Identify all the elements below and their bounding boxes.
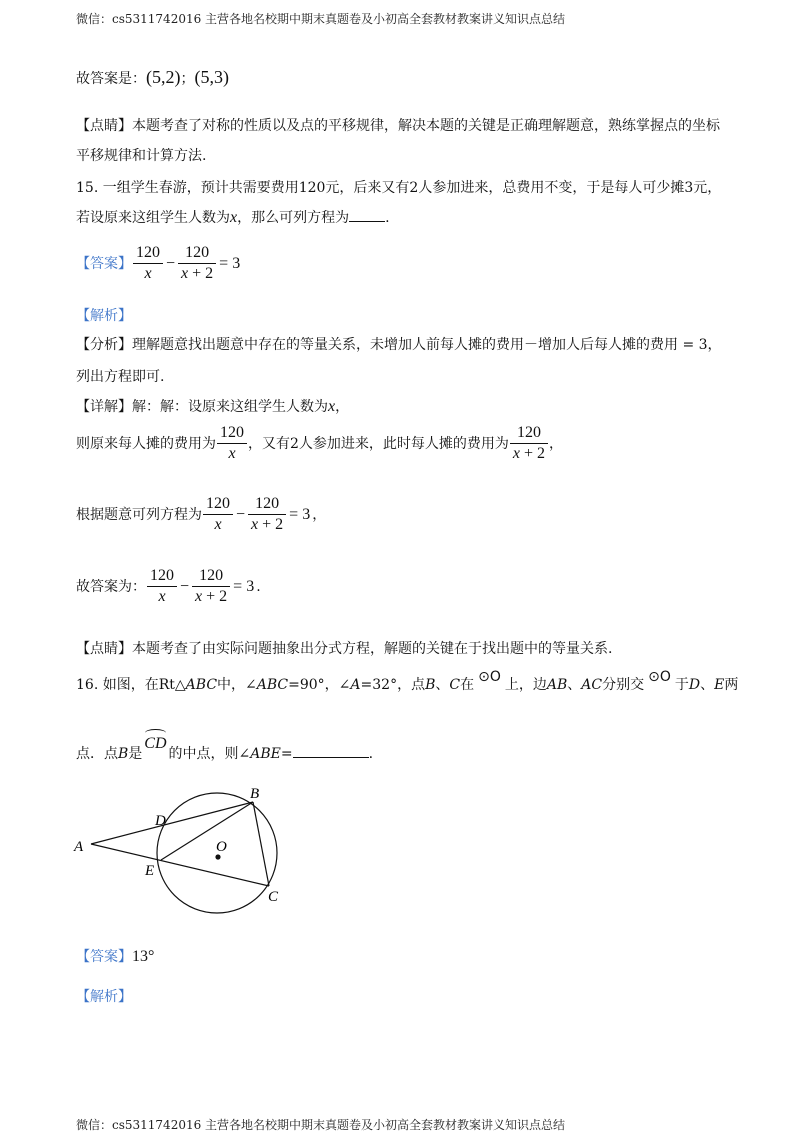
- center-point: [215, 854, 220, 859]
- var-abe: ABE: [250, 746, 281, 762]
- arc-cd: [144, 733, 166, 755]
- fenxi-text: 理解题意找出题意中存在的等量关系，未增加人前每人摊的费用－增加人后每人摊的费用 = 3，: [132, 337, 722, 353]
- label-d: D: [155, 813, 166, 829]
- q16-answer-line: [76, 946, 154, 968]
- var-x: x: [230, 209, 238, 226]
- var-ac: AC: [581, 677, 603, 693]
- answer-tag: 【答案】: [76, 949, 132, 965]
- fraction-120-over-x-plus-2: [178, 244, 216, 283]
- gu-text: 故答案为：: [76, 578, 146, 595]
- q16-text: 点．点: [76, 746, 118, 762]
- equals-3: = 3: [233, 577, 255, 595]
- label-a: A: [74, 839, 84, 855]
- q16-text: 16. 如图，在Rt△: [76, 677, 186, 693]
- q16-text: =: [280, 746, 293, 762]
- var-abc: ABC: [256, 677, 289, 693]
- q14-dianjing-line-2: 平移规律和计算方法.: [76, 148, 207, 164]
- q14-dianjing-line-1: [76, 115, 720, 137]
- fraction-120-over-x-plus-2: [248, 495, 286, 534]
- q16-text: =32°，点: [360, 677, 426, 693]
- q16-stem-line-1: [76, 669, 739, 696]
- q16-answer-value: 13°: [132, 948, 155, 965]
- geometry-figure: [60, 780, 320, 925]
- minus-sign: −: [166, 254, 176, 272]
- var-d: D: [688, 677, 701, 693]
- label-b: B: [250, 786, 260, 802]
- q16-text: 上，边: [504, 677, 547, 693]
- numerator: 120: [203, 495, 233, 515]
- numerator: 120: [192, 567, 230, 587]
- dianjing-text: 本题考查了由实际问题抽象出分式方程，解题的关键在于找出题中的等量关系.: [132, 641, 613, 657]
- jiexi-tag: 【解析】: [76, 989, 132, 1005]
- q15-equation: [202, 495, 312, 534]
- answer-blank: [293, 743, 369, 758]
- arc-label: CD: [144, 735, 167, 752]
- genju-end: ，: [312, 506, 327, 523]
- arc-mark: [145, 729, 165, 737]
- fraction-120-over-x: [133, 244, 163, 283]
- denominator-var: x: [512, 445, 521, 462]
- q16-text: 是: [128, 746, 143, 762]
- equals-3: = 3: [289, 505, 311, 523]
- q15-dianjing-line: [76, 638, 612, 660]
- q16-text: .: [368, 746, 374, 762]
- circle-o-symbol: ⊙O: [648, 669, 671, 685]
- var-b: B: [118, 746, 129, 762]
- q16-text: =90°，∠: [288, 677, 351, 693]
- q16-text: 、: [435, 677, 450, 693]
- numerator: 120: [133, 244, 163, 264]
- denominator: x: [214, 516, 222, 533]
- q15-stem-text-a: 若设原来这组学生人数为: [76, 210, 230, 226]
- q14-dianjing-text: 本题考查了对称的性质以及点的平移规律，解决本题的关键是正确理解题意，熟练掌握点的坐标: [132, 118, 720, 134]
- fenxi-tag: 【分析】: [76, 337, 132, 353]
- xiangjie-text: 解：解：设原来这组学生人数为: [132, 399, 328, 415]
- q15-xiangjie-line: [76, 396, 349, 418]
- jiexi-tag: 【解析】: [76, 308, 132, 324]
- fraction-120-over-x-plus-2: [510, 424, 548, 463]
- fraction-120-over-x: [147, 567, 177, 606]
- cost-end: ，: [549, 435, 564, 452]
- label-o: O: [216, 839, 227, 855]
- numerator: 120: [217, 424, 247, 444]
- answer-blank: [349, 207, 385, 222]
- cost-text-a: 则原来每人摊的费用为: [76, 435, 216, 452]
- q16-text: 、: [567, 677, 582, 693]
- q15-answer-line: [76, 244, 242, 283]
- gu-end: .: [256, 578, 261, 595]
- q15-fenxi-line-2: 列出方程即可.: [76, 369, 165, 385]
- fraction-120-over-x: [203, 495, 233, 534]
- minus-sign: −: [236, 505, 246, 523]
- equals-3: = 3: [219, 254, 241, 272]
- q16-text: 中，∠: [217, 677, 257, 693]
- denominator-rest: + 2: [202, 588, 228, 605]
- var-b: B: [425, 677, 436, 693]
- q14-answer-prefix: 故答案是：: [76, 71, 146, 87]
- q15-equation: [146, 567, 256, 606]
- q15-stem-line-2: [76, 207, 390, 229]
- denominator-rest: + 2: [520, 445, 546, 462]
- denominator-rest: + 2: [188, 265, 214, 282]
- numerator: 120: [178, 244, 216, 264]
- circle-o-symbol: ⊙O: [478, 669, 501, 685]
- var-ab: AB: [546, 677, 568, 693]
- dianjing-tag: 【点睛】: [76, 118, 132, 134]
- q15-stem-text-b: ，那么可列方程为: [237, 210, 350, 226]
- var-abc: ABC: [185, 677, 218, 693]
- q14-separator: ；: [180, 71, 195, 87]
- q14-answer-line: [76, 66, 229, 90]
- q16-text: 的中点，则∠: [168, 746, 251, 762]
- q15-stem-line-1: 15. 一组学生春游，预计共需要费用120元，后来又有2人参加进来，总费用不变，于是每人可少摊3元，: [76, 180, 722, 196]
- fraction-120-over-x: [217, 424, 247, 463]
- q16-text: 分别交: [602, 677, 645, 693]
- answer-tag: 【答案】: [76, 255, 132, 272]
- var-x: x: [328, 398, 336, 415]
- genju-text: 根据题意可列方程为: [76, 506, 202, 523]
- numerator: 120: [510, 424, 548, 444]
- label-e: E: [145, 863, 155, 879]
- segment-ab: [91, 802, 253, 844]
- q16-text: 、: [700, 677, 715, 693]
- q16-stem-line-2: [76, 735, 374, 765]
- var-e: E: [714, 677, 725, 693]
- q15-genju-line: [76, 495, 326, 534]
- denominator-var: x: [181, 265, 189, 282]
- page-header: 微信：cs5311742016 主营各地名校期中期末真题卷及小初高全套教材教案讲义知识点总结: [76, 12, 566, 26]
- q15-fenxi-line-1: [76, 334, 722, 356]
- var-c: C: [449, 677, 461, 693]
- fraction-120-over-x-plus-2: [192, 567, 230, 606]
- numerator: 120: [248, 495, 286, 515]
- var-a: A: [350, 677, 361, 693]
- denominator-var: x: [251, 516, 259, 533]
- segment-bc: [253, 802, 269, 886]
- xiangjie-end: ，: [335, 399, 350, 415]
- dianjing-tag: 【点睛】: [76, 641, 132, 657]
- q16-text: 两: [724, 677, 739, 693]
- page-footer: 微信：cs5311742016 主营各地名校期中期末真题卷及小初高全套教材教案讲义知识点总结: [76, 1118, 566, 1132]
- minus-sign: −: [180, 577, 190, 595]
- q15-cost-line: [76, 424, 563, 463]
- denominator: x: [158, 588, 166, 605]
- segment-ac: [91, 844, 269, 886]
- denominator-var: x: [195, 588, 203, 605]
- label-c: C: [268, 889, 279, 905]
- q16-text: 于: [674, 677, 689, 693]
- denominator-rest: + 2: [258, 516, 284, 533]
- q15-gu-line: [76, 567, 261, 606]
- xiangjie-tag: 【详解】: [76, 399, 132, 415]
- denominator: x: [228, 445, 236, 462]
- q15-equation: [132, 244, 242, 283]
- numerator: 120: [147, 567, 177, 587]
- q16-text: 在: [460, 677, 475, 693]
- q14-point-1: (5,2): [146, 67, 181, 87]
- q15-stem-end: .: [385, 210, 390, 226]
- q14-point-2: (5,3): [194, 67, 229, 87]
- cost-text-b: ，又有2人参加进来，此时每人摊的费用为: [248, 435, 509, 452]
- denominator: x: [144, 265, 152, 282]
